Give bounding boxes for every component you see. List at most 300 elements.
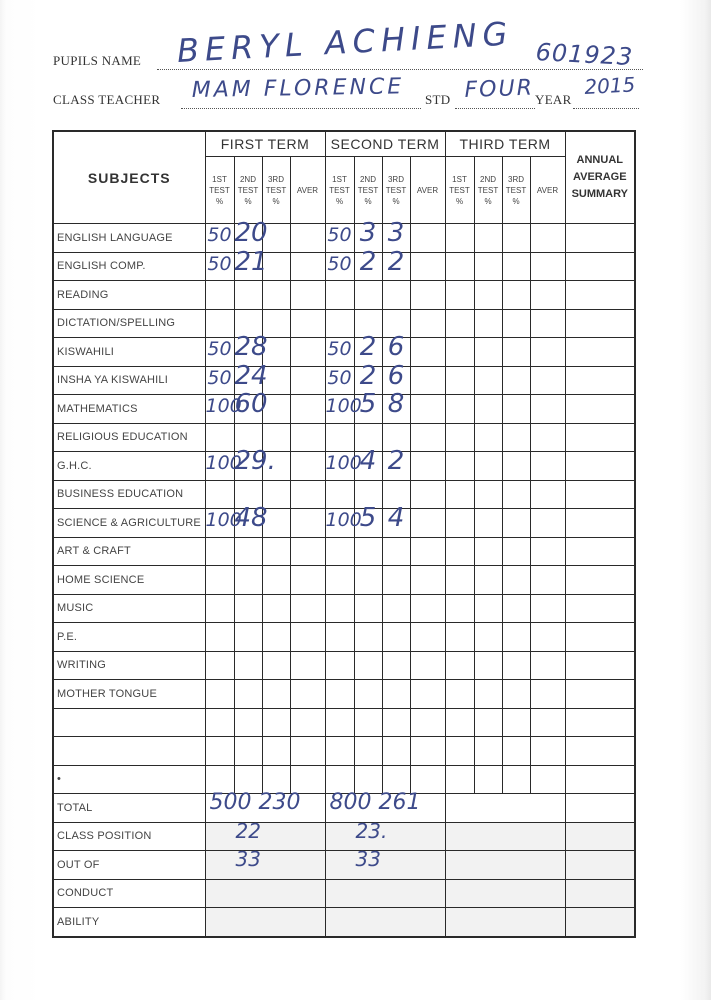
ability-annual: [565, 908, 635, 937]
mark-cell: [234, 566, 262, 595]
third-term-cell: [445, 281, 474, 310]
third-term-cell: [502, 252, 530, 281]
class-position-label: CLASS POSITION: [53, 822, 205, 851]
ability-term-3: [445, 908, 565, 937]
third-term-cell: [530, 509, 565, 538]
subject-label: HOME SCIENCE: [53, 566, 205, 595]
third-term-cell: [445, 395, 474, 424]
third-term-cell: [502, 338, 530, 367]
third-term-cell: [530, 537, 565, 566]
third-term-cell: [445, 423, 474, 452]
third-term-cell: [445, 765, 474, 794]
mark-cell: [290, 680, 325, 709]
subject-label: INSHA YA KISWAHILI: [53, 366, 205, 395]
handwritten-mark: 60: [234, 389, 268, 419]
third-term-cell: [474, 566, 502, 595]
third-term-cell: [474, 737, 502, 766]
mark-cell: [262, 594, 290, 623]
mark-cell: [325, 594, 354, 623]
third-term-cell: [474, 338, 502, 367]
subject-label: KISWAHILI: [53, 338, 205, 367]
subject-label: •: [53, 765, 205, 794]
handwritten-mark: 6: [387, 332, 405, 362]
mark-cell: [205, 423, 234, 452]
handwritten-mark: 2: [359, 246, 377, 277]
mark-cell: [325, 537, 354, 566]
subject-row: [53, 338, 635, 367]
mark-cell: [205, 452, 242, 481]
third-term-cell: [502, 651, 530, 680]
ability-row: [53, 908, 635, 937]
mark-cell: [205, 680, 234, 709]
mark-cell: [354, 503, 382, 538]
handwritten-mark: 100: [325, 395, 362, 417]
mark-cell: [410, 594, 445, 623]
third-term-cell: [445, 366, 474, 395]
third-term-cell: [502, 452, 530, 481]
admission-number: 601923: [535, 38, 634, 72]
class-teacher-dotted-line: [181, 108, 421, 109]
class-position-row: [53, 822, 635, 851]
subject-label: READING: [53, 281, 205, 310]
subject-row: [53, 594, 635, 623]
mark-cell: [382, 623, 410, 652]
mark-cell: [290, 566, 325, 595]
third-term-cell: [530, 594, 565, 623]
pupil-name-dotted-line: [157, 69, 643, 70]
conduct-row: [53, 879, 635, 908]
subjects-header: SUBJECTS: [53, 131, 205, 224]
annual-average-cell: [565, 480, 635, 509]
third-term-cell: [502, 309, 530, 338]
mark-cell: [205, 651, 234, 680]
mark-cell: [234, 623, 262, 652]
subject-label: MOTHER TONGUE: [53, 680, 205, 709]
conduct-term-3: [445, 879, 565, 908]
ability-term-1: [205, 908, 325, 937]
handwritten-mark: 100: [205, 395, 242, 417]
third-term-cell: [530, 224, 565, 253]
mark-cell: [354, 389, 382, 424]
annual-average-cell: [565, 737, 635, 766]
mark-cell: [234, 680, 262, 709]
mark-cell: [354, 566, 382, 595]
third-term-cell: [445, 680, 474, 709]
sub-column-header: 2ND TEST %: [354, 157, 382, 224]
class-position-term-2: [325, 818, 445, 851]
third-term-cell: [474, 594, 502, 623]
third-term-cell: [474, 509, 502, 538]
mark-cell: [234, 503, 268, 538]
subject-label: ART & CRAFT: [53, 537, 205, 566]
annual-average-cell: [565, 566, 635, 595]
mark-cell: [354, 537, 382, 566]
ability-label: ABILITY: [53, 908, 205, 937]
sub-column-header: 3RD TEST %: [262, 157, 290, 224]
mark-cell: [410, 309, 445, 338]
third-term-cell: [474, 224, 502, 253]
annual-average-cell: [565, 452, 635, 481]
third-term-cell: [502, 566, 530, 595]
third-term-cell: [530, 366, 565, 395]
mark-cell: [290, 366, 325, 395]
subject-row: [53, 224, 635, 253]
mark-cell: [325, 252, 354, 281]
subject-row: [53, 651, 635, 680]
subject-row: [53, 309, 635, 338]
mark-cell: [410, 338, 445, 367]
handwritten-mark: 20: [234, 218, 268, 248]
conduct-term-2: [325, 879, 445, 908]
mark-cell: [234, 594, 262, 623]
mark-cell: [410, 452, 445, 481]
third-term-cell: [530, 680, 565, 709]
mark-cell: [205, 309, 234, 338]
sub-column-header: AVER: [290, 157, 325, 224]
third-term-cell: [530, 623, 565, 652]
mark-cell: [382, 708, 410, 737]
mark-cell: [205, 480, 234, 509]
subject-row: [53, 623, 635, 652]
third-term-cell: [530, 395, 565, 424]
std-value: FOUR: [464, 75, 535, 103]
handwritten-mark: 21: [234, 246, 268, 277]
mark-cell: [205, 252, 234, 281]
handwritten-mark: 5: [359, 389, 377, 419]
annual-average-cell: [565, 395, 635, 424]
third-term-cell: [530, 737, 565, 766]
handwritten-mark: 100: [205, 509, 242, 531]
out-of-value: 33: [235, 847, 261, 871]
third-term-cell: [445, 623, 474, 652]
third-term-cell: [530, 566, 565, 595]
annual-average-cell: [565, 423, 635, 452]
annual-average-cell: [565, 509, 635, 538]
mark-cell: [410, 737, 445, 766]
sub-column-header: 2ND TEST %: [474, 157, 502, 224]
mark-cell: [382, 566, 410, 595]
third-term-cell: [445, 651, 474, 680]
handwritten-mark: 100: [325, 509, 362, 531]
third-term-cell: [474, 281, 502, 310]
mark-cell: [410, 537, 445, 566]
mark-cell: [382, 680, 410, 709]
annual-average-cell: [565, 309, 635, 338]
mark-cell: [354, 281, 382, 310]
out-of-term-3: [445, 851, 565, 880]
mark-cell: [290, 252, 325, 281]
class-position-value: 22: [235, 818, 261, 843]
annual-average-cell: [565, 765, 635, 794]
subject-label: [53, 737, 205, 766]
third-term-cell: [445, 566, 474, 595]
class-teacher-label: CLASS TEACHER: [53, 92, 161, 107]
third-term-cell: [530, 338, 565, 367]
mark-cell: [262, 395, 290, 424]
mark-cell: [205, 509, 242, 538]
mark-cell: [325, 566, 354, 595]
third-term-cell: [530, 423, 565, 452]
handwritten-mark: 2: [387, 446, 405, 476]
annual-average-cell: [565, 224, 635, 253]
mark-cell: [410, 566, 445, 595]
mark-cell: [234, 737, 262, 766]
mark-cell: [262, 252, 290, 281]
mark-cell: [382, 446, 410, 481]
annual-average-cell: [565, 651, 635, 680]
mark-cell: [354, 708, 382, 737]
mark-cell: [410, 395, 445, 424]
third-term-cell: [502, 680, 530, 709]
third-term-cell: [474, 423, 502, 452]
out-of-term-2: [325, 847, 445, 880]
mark-cell: [382, 737, 410, 766]
third-term-cell: [474, 366, 502, 395]
handwritten-mark: 100: [325, 452, 362, 474]
sub-column-header: 1ST TEST %: [325, 157, 354, 224]
std-dotted-line: [455, 108, 535, 109]
conduct-annual: [565, 879, 635, 908]
mark-cell: [354, 651, 382, 680]
conduct-term-1: [205, 879, 325, 908]
annual-average-cell: [565, 338, 635, 367]
handwritten-mark: 5: [359, 503, 377, 533]
mark-cell: [290, 651, 325, 680]
handwritten-mark: 2: [359, 332, 377, 362]
mark-cell: [234, 651, 262, 680]
third-term-cell: [502, 423, 530, 452]
subject-row: [53, 566, 635, 595]
handwritten-mark: 24: [234, 360, 268, 391]
mark-cell: [262, 537, 290, 566]
mark-cell: [325, 452, 362, 481]
ability-term-2: [325, 908, 445, 937]
mark-cell: [234, 389, 268, 424]
class-position-value: 23.: [355, 818, 388, 843]
subject-row: [53, 708, 635, 737]
handwritten-mark: 3: [387, 218, 405, 248]
mark-cell: [410, 708, 445, 737]
subject-row: [53, 395, 635, 424]
sub-column-header: 1ST TEST %: [205, 157, 234, 224]
out-of-value: 33: [355, 847, 381, 871]
third-term-cell: [502, 224, 530, 253]
pupil-name-label: PUPILS NAME: [53, 53, 142, 68]
sub-column-header: 3RD TEST %: [502, 157, 530, 224]
third-term-cell: [502, 594, 530, 623]
subject-row: [53, 480, 635, 509]
annual-average-cell: [565, 594, 635, 623]
mark-cell: [205, 338, 234, 367]
sub-column-header: AVER: [410, 157, 445, 224]
third-term-header: THIRD TERM: [445, 131, 565, 157]
handwritten-mark: 50: [327, 252, 352, 275]
subject-label: SCIENCE & AGRICULTURE: [53, 509, 205, 538]
handwritten-mark: 6: [387, 360, 405, 391]
mark-cell: [410, 509, 445, 538]
handwritten-mark: 29.: [234, 446, 276, 476]
mark-cell: [234, 281, 262, 310]
annual-average-cell: [565, 680, 635, 709]
third-term-cell: [474, 651, 502, 680]
conduct-label: CONDUCT: [53, 879, 205, 908]
subject-label: WRITING: [53, 651, 205, 680]
third-term-cell: [445, 537, 474, 566]
second-term-header: SECOND TERM: [325, 131, 445, 157]
handwritten-mark: 3: [359, 218, 377, 248]
total-value: 500 230: [209, 790, 301, 815]
sub-column-header: 2ND TEST %: [234, 157, 262, 224]
subject-label: [53, 708, 205, 737]
mark-cell: [410, 651, 445, 680]
mark-cell: [325, 224, 354, 253]
mark-cell: [410, 281, 445, 310]
annual-average-cell: [565, 537, 635, 566]
mark-cell: [262, 737, 290, 766]
third-term-cell: [445, 309, 474, 338]
mark-cell: [290, 594, 325, 623]
mark-cell: [262, 509, 290, 538]
mark-cell: [290, 480, 325, 509]
marks-table: [52, 130, 636, 938]
handwritten-mark: 50: [327, 366, 352, 389]
handwritten-mark: 4: [359, 446, 377, 476]
third-term-cell: [502, 480, 530, 509]
third-term-cell: [530, 252, 565, 281]
mark-cell: [205, 594, 234, 623]
annual-average-cell: [565, 366, 635, 395]
mark-cell: [290, 537, 325, 566]
mark-cell: [325, 480, 354, 509]
mark-cell: [234, 246, 268, 281]
mark-cell: [290, 309, 325, 338]
third-term-cell: [445, 509, 474, 538]
mark-cell: [410, 680, 445, 709]
total-label: TOTAL: [53, 794, 205, 823]
third-term-cell: [474, 680, 502, 709]
handwritten-mark: 50: [327, 338, 352, 360]
third-term-cell: [474, 252, 502, 281]
mark-cell: [205, 566, 234, 595]
out-of-label: OUT OF: [53, 851, 205, 880]
mark-cell: [205, 224, 234, 253]
mark-cell: [382, 537, 410, 566]
mark-cell: [325, 281, 354, 310]
mark-cell: [205, 395, 242, 424]
total-row: [53, 794, 635, 823]
mark-cell: [354, 680, 382, 709]
annual-average-cell: [565, 708, 635, 737]
pupil-name-value: BERYL ACHIENG: [176, 14, 515, 70]
sub-column-header: 1ST TEST %: [445, 157, 474, 224]
out-of-annual: [565, 851, 635, 880]
mark-cell: [262, 566, 290, 595]
mark-cell: [290, 452, 325, 481]
third-term-cell: [502, 281, 530, 310]
mark-cell: [325, 651, 354, 680]
third-term-cell: [474, 537, 502, 566]
subject-row: [53, 452, 635, 481]
third-term-cell: [502, 366, 530, 395]
sub-column-header: AVER: [530, 157, 565, 224]
handwritten-mark: 50: [207, 366, 232, 389]
mark-cell: [382, 281, 410, 310]
mark-cell: [290, 708, 325, 737]
mark-cell: [234, 537, 262, 566]
third-term-cell: [502, 623, 530, 652]
mark-cell: [382, 389, 410, 424]
subject-label: P.E.: [53, 623, 205, 652]
mark-cell: [410, 480, 445, 509]
total-value: 800 261: [329, 790, 421, 815]
subject-label: BUSINESS EDUCATION: [53, 480, 205, 509]
third-term-cell: [474, 623, 502, 652]
mark-cell: [290, 281, 325, 310]
mark-cell: [262, 623, 290, 652]
mark-cell: [234, 708, 262, 737]
subject-label: G.H.C.: [53, 452, 205, 481]
annual-average-cell: [565, 252, 635, 281]
mark-cell: [290, 509, 325, 538]
mark-cell: [205, 623, 234, 652]
subject-label: MUSIC: [53, 594, 205, 623]
subject-label: DICTATION/SPELLING: [53, 309, 205, 338]
third-term-cell: [530, 281, 565, 310]
total-term-3: [445, 794, 565, 823]
handwritten-mark: 4: [387, 503, 405, 533]
third-term-cell: [474, 309, 502, 338]
mark-cell: [325, 309, 354, 338]
third-term-cell: [502, 395, 530, 424]
mark-cell: [325, 680, 354, 709]
subject-row: [53, 537, 635, 566]
mark-cell: [382, 651, 410, 680]
annual-average-cell: [565, 623, 635, 652]
mark-cell: [325, 366, 354, 395]
mark-cell: [382, 594, 410, 623]
third-term-cell: [445, 224, 474, 253]
third-term-cell: [474, 765, 502, 794]
handwritten-mark: 50: [327, 224, 352, 246]
subject-row: [53, 252, 635, 281]
class-position-term-3: [445, 822, 565, 851]
subject-label: ENGLISH LANGUAGE: [53, 224, 205, 253]
mark-cell: [354, 737, 382, 766]
third-term-cell: [445, 338, 474, 367]
third-term-cell: [445, 480, 474, 509]
handwritten-mark: 100: [205, 452, 242, 474]
mark-cell: [325, 395, 362, 424]
mark-cell: [290, 423, 325, 452]
mark-cell: [290, 224, 325, 253]
third-term-cell: [445, 252, 474, 281]
mark-cell: [290, 623, 325, 652]
subject-label: MATHEMATICS: [53, 395, 205, 424]
mark-cell: [205, 737, 234, 766]
mark-cell: [262, 708, 290, 737]
third-term-cell: [474, 395, 502, 424]
mark-cell: [354, 246, 382, 281]
mark-cell: [290, 737, 325, 766]
total-annual: [565, 794, 635, 823]
sub-column-header: 3RD TEST %: [382, 157, 410, 224]
third-term-cell: [445, 594, 474, 623]
annual-average-header: ANNUAL AVERAGE SUMMARY: [565, 131, 635, 224]
handwritten-mark: 50: [207, 338, 232, 360]
handwritten-mark: 48: [234, 503, 268, 533]
third-term-cell: [502, 737, 530, 766]
third-term-cell: [530, 309, 565, 338]
